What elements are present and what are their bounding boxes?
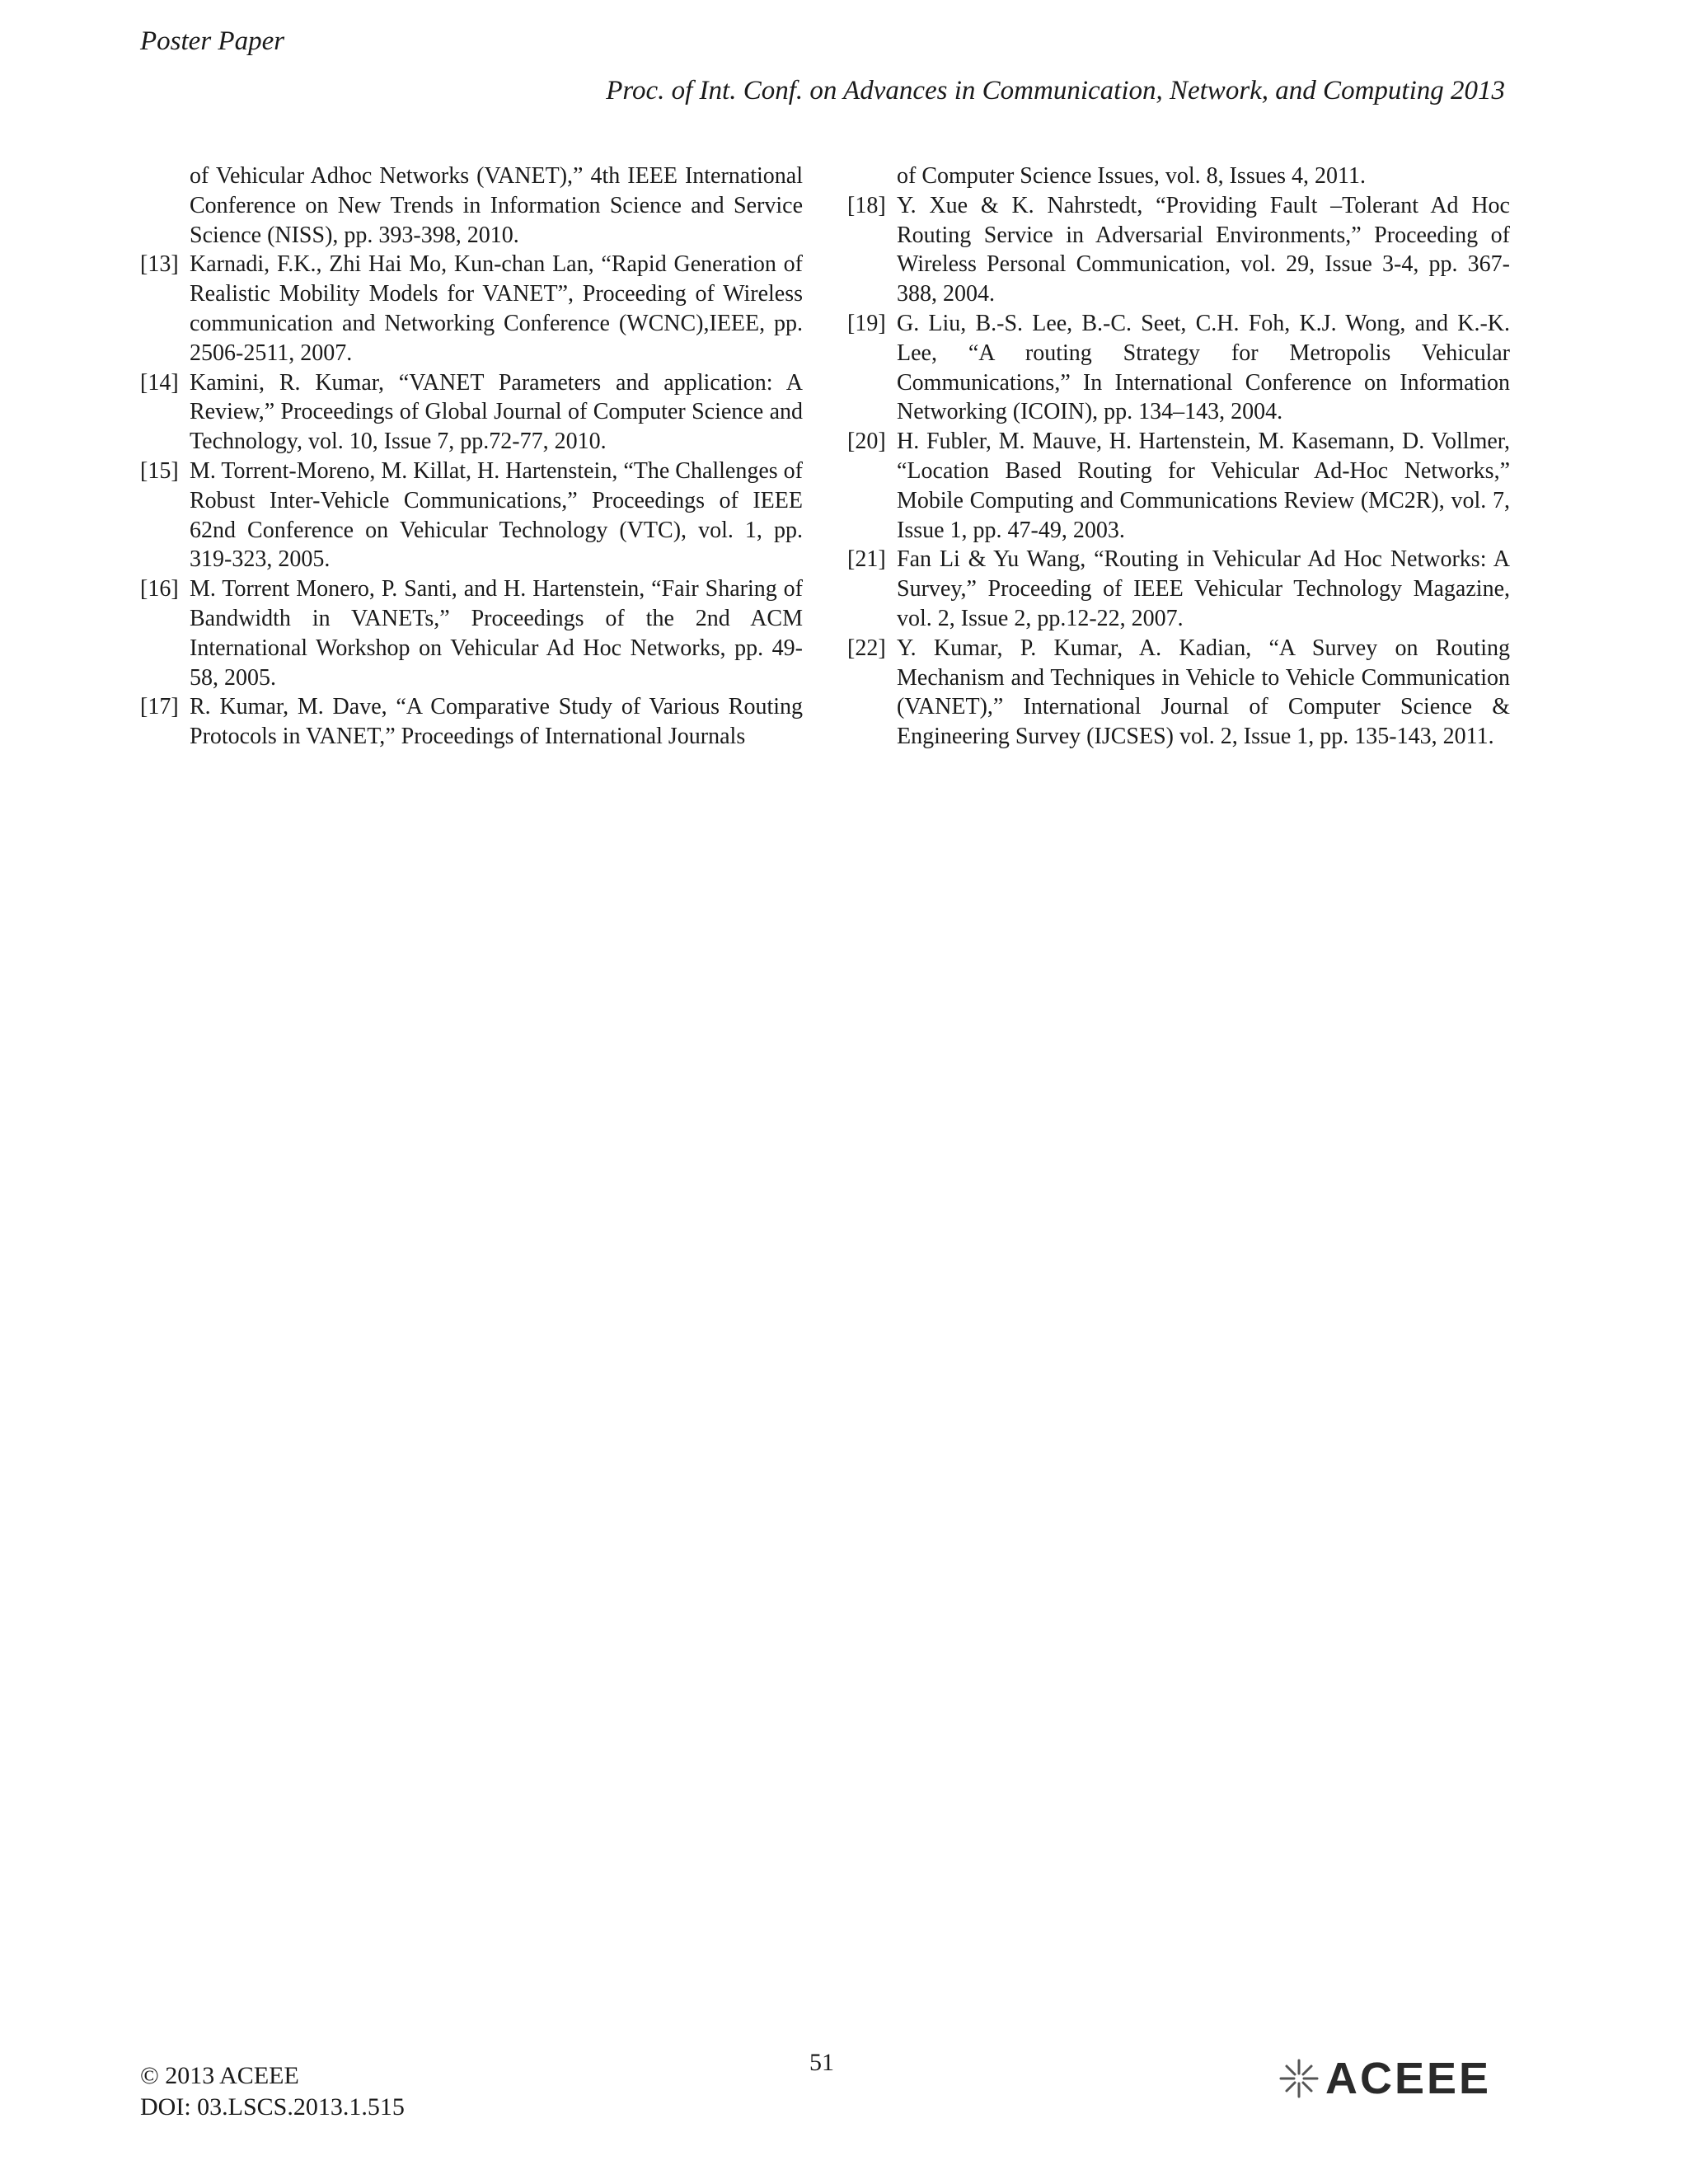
reference-number: [17] (140, 694, 179, 720)
footer-copyright-block (140, 2060, 405, 2123)
publisher-logo (1276, 2054, 1491, 2103)
reference-number: [15] (140, 457, 179, 484)
references-right-column (834, 162, 1510, 752)
page-number: 51 (809, 2049, 834, 2076)
reference-number: [20] (847, 429, 886, 455)
reference-text: Y. Kumar, P. Kumar, A. Kadian, “A Survey on Routing Mechanism and Techniques in Vehicle to Vehicle Communication (VANET),” International Journal of Computer Science & Engineering Survey (IJCSES) vol. 2, Issue 1, pp. 135-143, 2011. (897, 635, 1510, 750)
reference-entry (834, 309, 1510, 427)
reference-entry (127, 250, 803, 368)
reference-entry (127, 457, 803, 574)
copyright-text: © 2013 ACEEE (140, 2062, 299, 2089)
star-burst-icon (1276, 2055, 1322, 2102)
reference-text: Kamini, R. Kumar, “VANET Parameters and application: A Review,” Proceedings of Global Journal of Computer Science and Technology, vol. 10, Issue 7, pp.72-77, 2010. (190, 369, 803, 455)
reference-text: R. Kumar, M. Dave, “A Comparative Study of Various Routing Protocols in VANET,” Proceedings of International Journals (190, 694, 803, 750)
reference-text: M. Torrent Monero, P. Santi, and H. Hartenstein, “Fair Sharing of Bandwidth in VANETs,” Proceedings of the 2nd ACM International Workshop on Vehicular Ad Hoc Networks, pp. 49-58, 2005. (190, 576, 803, 691)
reference-entry (834, 191, 1510, 309)
reference-text: M. Torrent-Moreno, M. Killat, H. Hartenstein, “The Challenges of Robust Inter-Vehicle Communications,” Proceedings of IEEE 62nd Conference on Vehicular Technology (VTC), vol. 1, pp. 319-323, 2005. (190, 457, 804, 573)
reference-entry (834, 162, 1510, 191)
reference-entry (834, 427, 1510, 545)
reference-entry (834, 634, 1510, 752)
reference-number: [16] (140, 576, 179, 602)
reference-number: [13] (140, 251, 179, 278)
reference-number: [21] (847, 546, 886, 573)
running-header-right: Proc. of Int. Conf. on Advances in Communication, Network, and Computing 2013 (606, 76, 1505, 105)
reference-entry (127, 162, 803, 250)
references-left-column (127, 162, 803, 752)
reference-number: [22] (847, 635, 886, 661)
reference-entry (127, 574, 803, 692)
reference-text: Y. Xue & K. Nahrstedt, “Providing Fault –Tolerant Ad Hoc Routing Service in Adversarial Environments,” Proceeding of Wireless Personal Communication, vol. 29, Issue 3-4, pp. 367-388, 2004. (897, 192, 1510, 307)
logo-wordmark: ACEEE (1325, 2054, 1492, 2103)
reference-text: G. Liu, B.-S. Lee, B.-C. Seet, C.H. Foh, K.J. Wong, and K.-K. Lee, “A routing Strategy for Metropolis Vehicular Communications,” In International Conference on Information Networking (ICOIN), pp. 134–143, 2004. (897, 310, 1510, 425)
reference-number: [14] (140, 369, 179, 396)
reference-text: Fan Li & Yu Wang, “Routing in Vehicular Ad Hoc Networks: A Survey,” Proceeding of IEEE Vehicular Technology Magazine, vol. 2, Issue 2, pp.12-22, 2007. (897, 546, 1510, 631)
reference-number: [18] (847, 192, 886, 218)
doi-text: DOI: 03.LSCS.2013.1.515 (140, 2093, 405, 2121)
reference-text: of Vehicular Adhoc Networks (VANET),” 4th IEEE International Conference on New Trends in Information Science and Service Science (NISS), pp. 393-398, 2010. (190, 163, 803, 248)
reference-text: Karnadi, F.K., Zhi Hai Mo, Kun-chan Lan, “Rapid Generation of Realistic Mobility Models for VANET”, Proceeding of Wireless communication and Networking Conference (WCNC),IEEE, pp. 2506-2511, 2007. (190, 251, 803, 366)
reference-text: H. Fubler, M. Mauve, H. Hartenstein, M. Kasemann, D. Vollmer, “Location Based Routing for Vehicular Ad-Hoc Networks,” Mobile Computing and Communications Review (MC2R), vol. 7, Issue 1, pp. 47-49, 2003. (897, 429, 1510, 543)
reference-number: [19] (847, 310, 886, 336)
reference-text: of Computer Science Issues, vol. 8, Issues 4, 2011. (897, 163, 1366, 189)
reference-entry (127, 368, 803, 457)
reference-entry (127, 692, 803, 752)
reference-entry (834, 545, 1510, 633)
running-header-left: Poster Paper (140, 26, 285, 56)
